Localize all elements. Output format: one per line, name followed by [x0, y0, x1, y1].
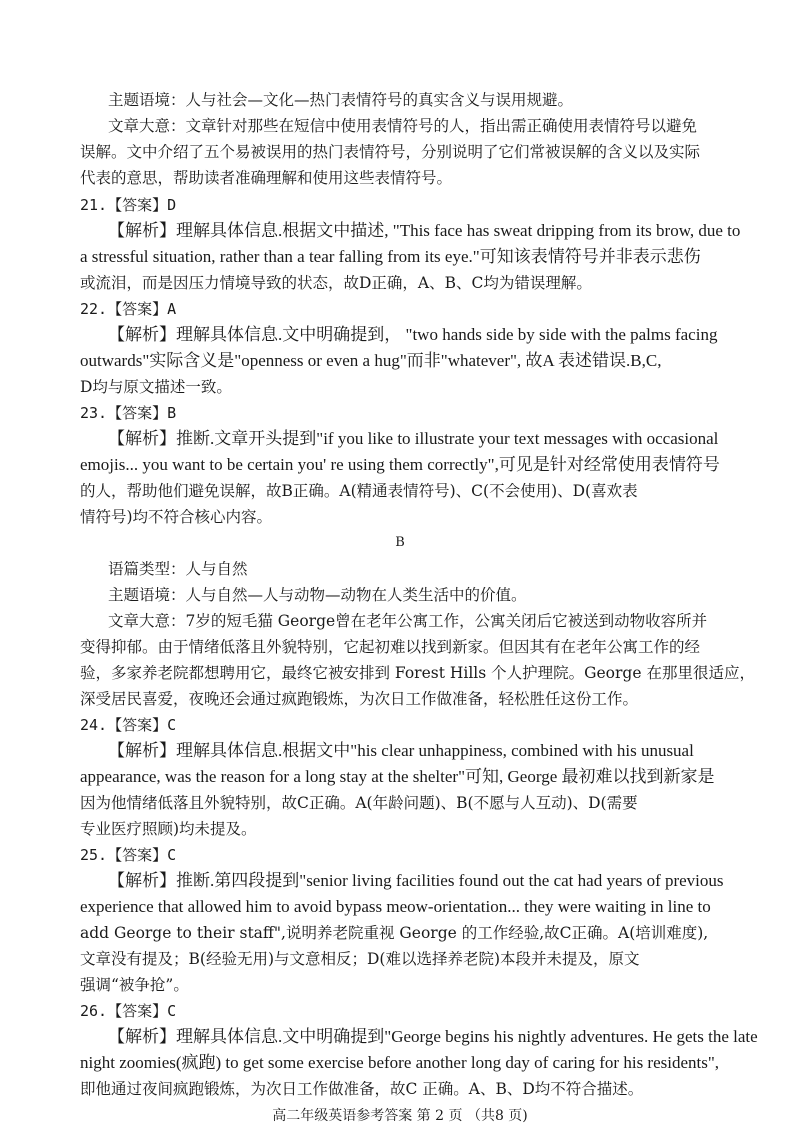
q24-analysis-line: 专业医疗照顾)均未提及。 — [80, 820, 257, 838]
q23-analysis-line: emojis... you want to be certain you' re using them correctly",可见是针对经常使用表情符号 — [80, 455, 720, 474]
section-b-summary-line: 深受居民喜爱，夜晚还会通过疯跑锻炼，为次日工作做准备，轻松胜任这份工作。 — [80, 690, 639, 708]
q25-analysis-line: add George to their staff",说明养老院重视 George 的工作经验,故C正确。A(培训难度), — [80, 924, 709, 942]
section-b-summary-line: 验，多家养老院都想聘用它，最终它被安排到 Forest Hills 个人护理院。George 在那里很适应， — [80, 664, 755, 682]
section-b-letter: B — [395, 535, 405, 550]
q21-analysis-line: 【解析】理解具体信息.根据文中描述, "This face has sweat dripping from its brow, due to — [108, 221, 741, 240]
section-a-summary-line: 代表的意思，帮助读者准确理解和使用这些表情符号。 — [80, 169, 453, 187]
q22-analysis-line: D均与原文描述一致。 — [80, 378, 232, 396]
q26-analysis-line: 即他通过夜间疯跑锻炼，为次日工作做准备，故C 正确。A、B、D均不符合描述。 — [80, 1080, 644, 1098]
q26-analysis-line: 【解析】理解具体信息.文中明确提到"George begins his nightly adventures. He gets the late — [108, 1027, 758, 1046]
q21-analysis-line: a stressful situation, rather than a tear falling from its eye."可知该表情符号并非表示悲伤 — [80, 247, 701, 266]
q22-analysis-line: 【解析】理解具体信息.文中明确提到， "two hands side by side with the palms facing — [108, 325, 718, 344]
q21-analysis-line: 或流泪，而是因压力情境导致的状态，故D正确，A、B、C均为错误理解。 — [80, 274, 592, 292]
section-a-summary-line: 文章大意：文章针对那些在短信中使用表情符号的人，指出需正确使用表情符号以避免 — [108, 117, 698, 135]
q24-answer: 24.【答案】C — [80, 716, 177, 734]
q23-answer: 23.【答案】B — [80, 404, 177, 422]
q26-analysis-line: night zoomies(疯跑) to get some exercise before another long day of caring for his residents", — [80, 1053, 720, 1072]
q25-analysis-line: 【解析】推断.第四段提到"senior living facilities found out the cat had years of previous — [108, 871, 724, 890]
q23-analysis-line: 的人，帮助他们避免误解，故B正确。A(精通表情符号)、C(不会使用)、D(喜欢表 — [80, 482, 638, 500]
q25-answer: 25.【答案】C — [80, 846, 177, 864]
q22-answer: 22.【答案】A — [80, 300, 177, 318]
q25-analysis-line: 文章没有提及；B(经验无用)与文意相反；D(难以选择养老院)本段并未提及，原文 — [80, 950, 640, 968]
section-a-summary-line: 误解。文中介绍了五个易被误用的热门表情符号，分别说明了它们常被误解的含义以及实际 — [80, 143, 701, 161]
section-b-genre: 语篇类型：人与自然 — [108, 560, 248, 578]
q25-analysis-line: experience that allowed him to avoid bypass meow-orientation... they were waiting in line to — [80, 897, 711, 916]
q24-analysis-line: appearance, was the reason for a long stay at the shelter"可知, George 最初难以找到新家是 — [80, 767, 715, 786]
q23-analysis-line: 情符号)均不符合核心内容。 — [80, 508, 273, 526]
q24-analysis-line: 【解析】理解具体信息.根据文中"his clear unhappiness, combined with his unusual — [108, 741, 694, 760]
section-a-theme: 主题语境：人与社会—文化—热门表情符号的真实含义与误用规避。 — [108, 91, 574, 109]
section-b-theme: 主题语境：人与自然—人与动物—动物在人类生活中的价值。 — [108, 586, 527, 604]
page-footer: 高二年级英语参考答案 第 2 页 （共8 页) — [272, 1108, 528, 1124]
section-b-summary-line: 文章大意：7岁的短毛猫 George曾在老年公寓工作，公寓关闭后它被送到动物收容所并 — [108, 612, 708, 630]
q25-analysis-line: 强调“被争抢”。 — [80, 976, 189, 994]
q26-answer: 26.【答案】C — [80, 1002, 177, 1020]
q24-analysis-line: 因为他情绪低落且外貌特别，故C正确。A(年龄问题)、B(不愿与人互动)、D(需要 — [80, 794, 638, 812]
q23-analysis-line: 【解析】推断.文章开头提到"if you like to illustrate your text messages with occasional — [108, 429, 719, 448]
section-b-summary-line: 变得抑郁。由于情绪低落且外貌特别，它起初难以找到新家。但因其有在老年公寓工作的经 — [80, 638, 701, 656]
q21-answer: 21.【答案】D — [80, 196, 177, 214]
q22-analysis-line: outwards"实际含义是"openness or even a hug"而非"whatever", 故A 表述错误.B,C, — [80, 351, 662, 370]
